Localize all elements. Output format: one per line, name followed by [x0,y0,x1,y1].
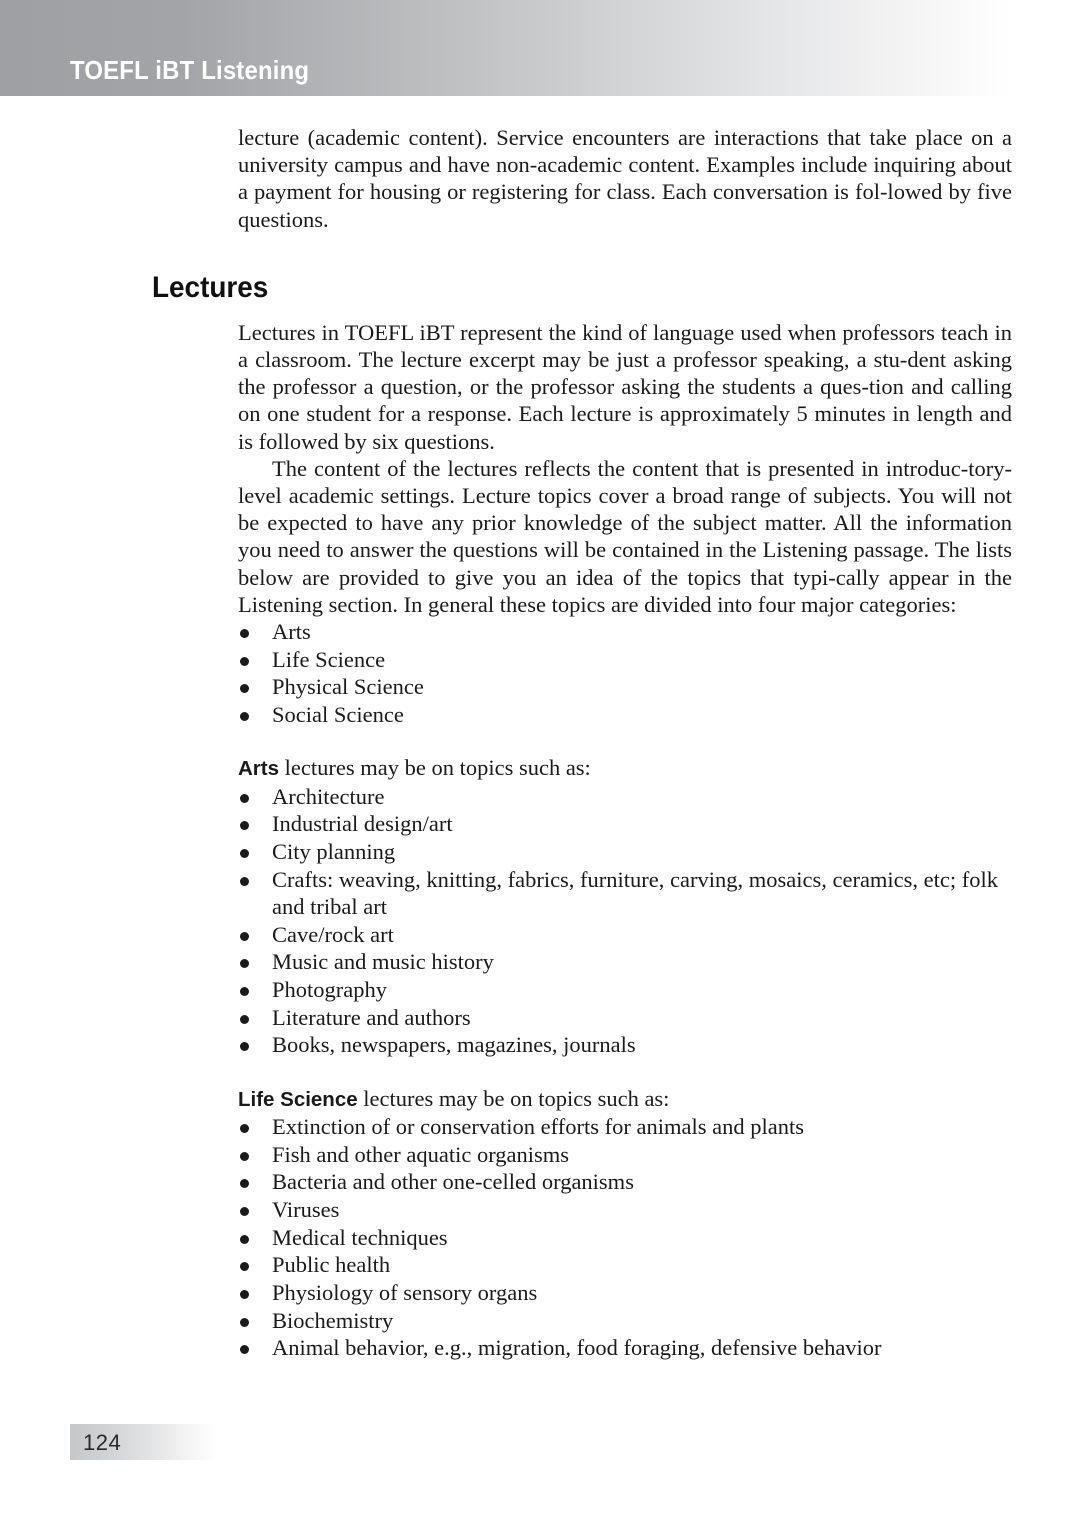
list-item [238,810,1012,837]
list-item [238,1279,1012,1306]
list-item-label: Industrial design/art [272,811,453,837]
intro-paragraph: lecture (academic content). Service encounters are interactions that take place on a university campus and have non-academic content. Examples include inquiring about a payment for housing or registering for class. Each conversation is fol-lowed by five questions. [238,125,1012,232]
list-item-label: Arts [272,619,311,645]
lectures-paragraph-1: Lectures in TOEFL iBT represent the kind of language used when professors teach in a classroom. The lecture excerpt may be just a professor speaking, a stu-dent asking the professor a question, or the professor asking the students a ques-tion and calling on one student for a response. Each lecture is approximately 5 minutes in length and is followed by six questions. [238,319,1012,454]
bullet-icon [240,849,249,858]
list-item-label: Viruses [272,1196,340,1222]
bullet-icon [240,987,249,996]
arts-category-name: Arts [238,757,280,781]
list-item-label: Photography [272,976,387,1002]
list-item [238,838,1012,865]
life-science-topic-list [238,1113,1012,1362]
bullet-icon [240,1015,249,1024]
list-item-label: Social Science [272,702,404,728]
bullet-icon [240,1152,249,1161]
arts-list-lead [238,754,1012,782]
list-item [238,1113,1012,1140]
list-item-label: Animal behavior, e.g., migration, food foraging, defensive behavior [272,1335,882,1361]
list-item [238,783,1012,810]
bullet-icon [240,1207,249,1216]
list-item-label: Literature and authors [272,1004,471,1030]
arts-topic-list [238,783,1012,1059]
bullet-icon [240,794,249,803]
list-item-label: Biochemistry [272,1307,394,1333]
life-science-list-lead [238,1085,1012,1113]
running-header [0,0,1012,96]
running-header-title: TOEFL iBT Listening [70,55,310,85]
life-science-lead-rest: lectures may be on topics such as: [357,1085,670,1111]
list-item [238,1307,1012,1334]
list-item [238,646,1012,673]
bullet-icon [240,1345,249,1354]
list-item-label: City planning [272,838,396,864]
page-number-plate [70,1424,216,1460]
list-item [238,701,1012,728]
page-content [152,124,1012,1362]
bullet-icon [240,932,249,941]
list-item [238,1251,1012,1278]
arts-lead-rest: lectures may be on topics such as: [279,755,591,781]
list-item [238,1334,1012,1361]
list-item-label: Extinction of or conservation efforts for animals and plants [272,1113,804,1139]
list-item-label: Fish and other aquatic organisms [272,1141,570,1167]
bullet-icon [240,821,249,830]
list-item [238,1168,1012,1195]
list-item-label: Crafts: weaving, knitting, fabrics, furniture, carving, mosaics, ceramics, etc; folk and tribal art [272,866,999,919]
life-science-category-name: Life Science [238,1087,358,1111]
bullet-icon [240,1290,249,1299]
bullet-icon [240,959,249,968]
list-item [238,1224,1012,1251]
list-item [238,618,1012,645]
section-heading-lectures: Lectures [152,270,269,304]
bullet-icon [240,1042,249,1051]
list-item-label: Life Science [272,646,386,672]
page-number: 124 [83,1430,122,1455]
list-item [238,976,1012,1003]
lectures-paragraph-2: The content of the lectures reflects the content that is presented in introduc-tory-level academic settings. Lecture topics cover a broad range of subjects. You will not be expected to have any prior knowledge of the subject matter. All the information you need to answer the questions will be contained in the Listening passage. The lists below are provided to give you an idea of the topics that typi-cally appear in the Listening section. In general these topics are divided into four major categories: [238,455,1012,617]
list-item-label: Music and music history [272,949,494,975]
bullet-icon [240,629,249,638]
list-item-label: Medical techniques [272,1224,448,1250]
bullet-icon [240,712,249,721]
list-item [238,1004,1012,1031]
list-item [238,948,1012,975]
bullet-icon [240,1179,249,1188]
bullet-icon [240,684,249,693]
list-item [238,921,1012,948]
list-item-label: Cave/rock art [272,921,394,947]
bullet-icon [240,1262,249,1271]
list-item-label: Physical Science [272,674,424,700]
list-item [238,1031,1012,1058]
list-item-label: Public health [272,1252,391,1278]
list-item-label: Bacteria and other one-celled organisms [272,1169,634,1195]
list-item [238,866,1012,920]
list-item-label: Books, newspapers, magazines, journals [272,1032,636,1058]
list-item [238,1196,1012,1223]
list-item-label: Physiology of sensory organs [272,1280,538,1306]
bullet-icon [240,1124,249,1133]
list-item-label: Architecture [272,783,385,809]
bullet-icon [240,657,249,666]
bullet-icon [240,1318,249,1327]
list-item [238,673,1012,700]
major-categories-list [238,618,1012,728]
bullet-icon [240,1235,249,1244]
list-item [238,1141,1012,1168]
bullet-icon [240,877,249,886]
